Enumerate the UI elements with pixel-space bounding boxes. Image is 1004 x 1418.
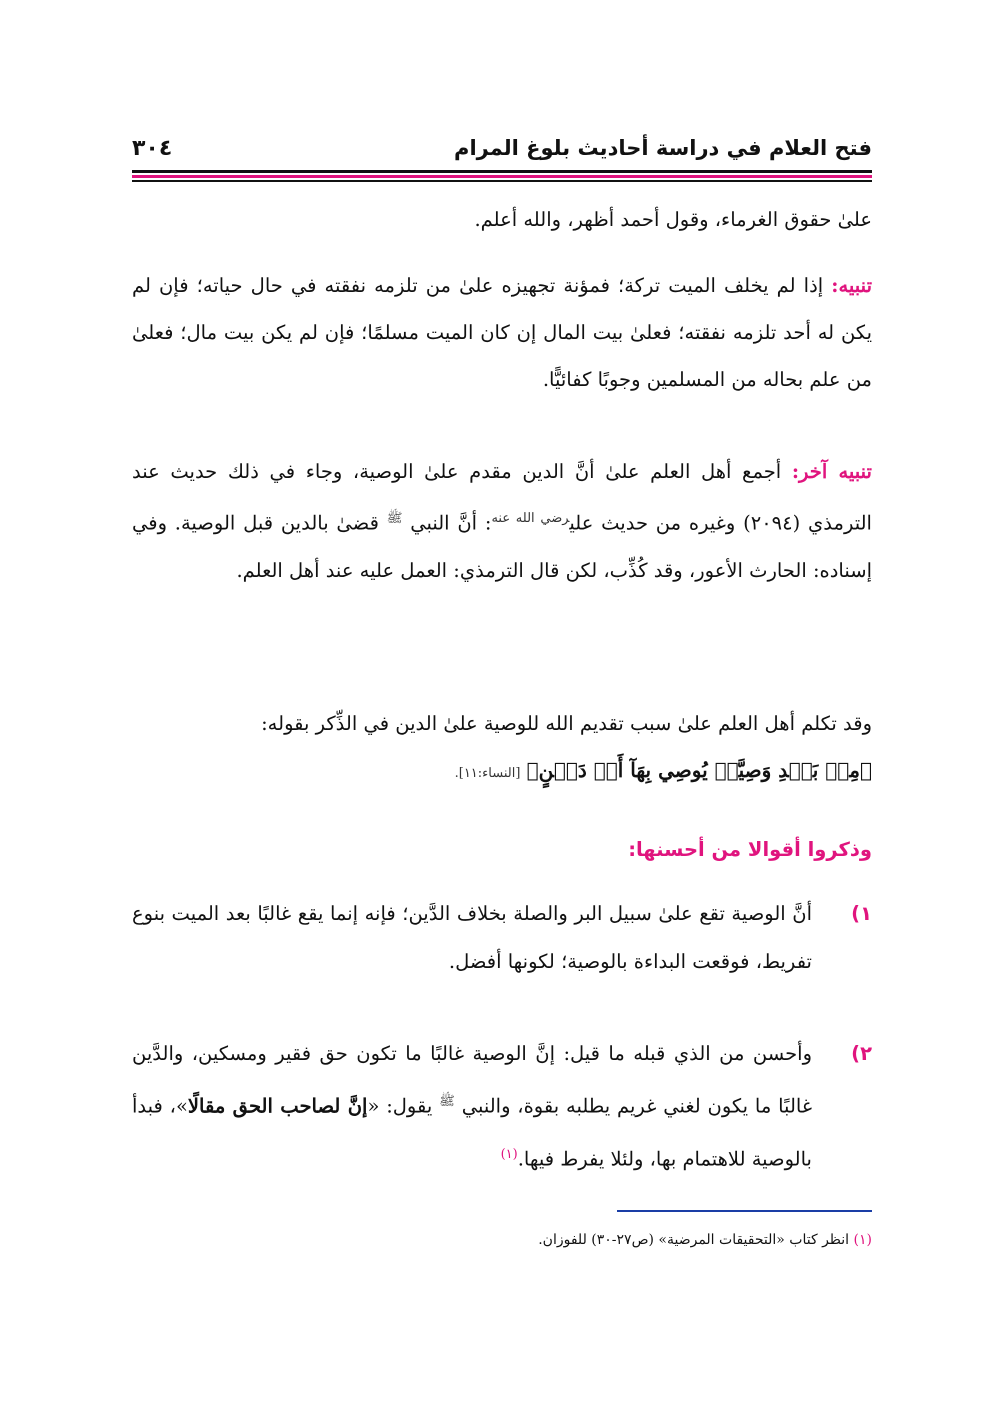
list-item bbox=[132, 1030, 872, 1183]
item-text bbox=[132, 1030, 812, 1183]
running-header bbox=[132, 130, 872, 166]
note-text: إذا لم يخلف الميت تركة؛ فمؤنة تجهيزه علىٰ من تلزمه نفقته في حال حياته؛ فإن لم يكن له أحد تلزمه نفقته؛ فعلىٰ بيت المال إن كان الميت مسلمًا؛ فإن لم يكن بيت مال؛ فعلىٰ من علم بحاله من المسلمين وجوبًا كفائيًّا. bbox=[132, 274, 872, 391]
item-text-a: وأحسن من الذي قبله ما قيل: إنَّ الوصية غالبًا ما تكون حق فقير ومسكين، والدَّين غالبًا ما يكون لغني غريم يطلبه بقوة، والنبي bbox=[132, 1042, 813, 1118]
item-text-b: يقول: « bbox=[367, 1094, 433, 1118]
quran-verse: ﴿مِنۢ بَعۡدِ وَصِيَّةٖ يُوصِي بِهَآ أَوۡ دَيۡنٍ﴾ bbox=[526, 758, 872, 782]
footnote-separator bbox=[617, 1210, 872, 1212]
hadith-quote: إنَّ لصاحب الحق مقالًا bbox=[187, 1094, 368, 1118]
quran-reference: [النساء:١١]. bbox=[454, 766, 521, 781]
second-note-text-a: أجمع أهل العلم علىٰ أنَّ الدين مقدم علىٰ الوصية، وجاء في ذلك حديث عند الترمذي (٢٠٩٤) وغيره من حديث علي bbox=[132, 460, 872, 535]
quran-paragraph bbox=[132, 700, 872, 797]
quran-intro: وقد تكلم أهل العلم علىٰ سبب تقديم الله للوصية علىٰ الدين في الذِّكر بقوله: bbox=[261, 712, 872, 735]
header-rule-bottom bbox=[132, 180, 872, 182]
page-number: ٣٠٤ bbox=[132, 135, 173, 161]
footnote-mark[interactable]: (١) bbox=[500, 1146, 518, 1162]
honorific-prophet: ﷺ bbox=[439, 1094, 455, 1109]
footnote-number: (١) bbox=[853, 1232, 872, 1248]
honorific-ali: رضي الله عنه bbox=[491, 511, 570, 526]
item-text: أنَّ الوصية تقع علىٰ سبيل البر والصلة بخلاف الدَّين؛ فإنه إنما يقع غالبًا بعد الميت بنوع تفريط، فوقعت البداءة بالوصية؛ لكونها أفضل. bbox=[132, 902, 812, 973]
second-note-paragraph bbox=[132, 448, 872, 594]
header-rule-top bbox=[132, 170, 872, 173]
list-item bbox=[132, 890, 872, 986]
item-text-c: »، فبدأ بالوصية للاهتمام بها، ولئلا يفرط فيها. bbox=[132, 1094, 812, 1170]
second-note-text-c: قضىٰ بالدين قبل الوصية. وفي إسناده: الحارث الأعور، وقد كُذِّب، لكن قال الترمذي: العمل عليه عند أهل العلم. bbox=[132, 511, 872, 582]
item-number: ١) bbox=[851, 902, 872, 925]
item-number: ٢) bbox=[851, 1042, 872, 1065]
book-title: فتح العلام في دراسة أحاديث بلوغ المرام bbox=[454, 136, 872, 160]
note-paragraph bbox=[132, 262, 872, 403]
honorific-prophet: ﷺ bbox=[386, 511, 403, 526]
header-rule-accent bbox=[132, 175, 872, 178]
paragraph-1: علىٰ حقوق الغرماء، وقول أحمد أظهر، والله أعلم. bbox=[474, 208, 872, 231]
footnote bbox=[132, 1232, 872, 1248]
second-note-label: تنبيه آخر: bbox=[791, 460, 872, 483]
second-note-text-b: : أنَّ النبي bbox=[410, 511, 492, 535]
note-label: تنبيه: bbox=[831, 274, 872, 297]
footnote-text: انظر كتاب «التحقيقات المرضية» (ص٢٧-٣٠) للفوزان. bbox=[538, 1232, 850, 1248]
section-heading: وذكروا أقوالا من أحسنها: bbox=[628, 838, 872, 861]
